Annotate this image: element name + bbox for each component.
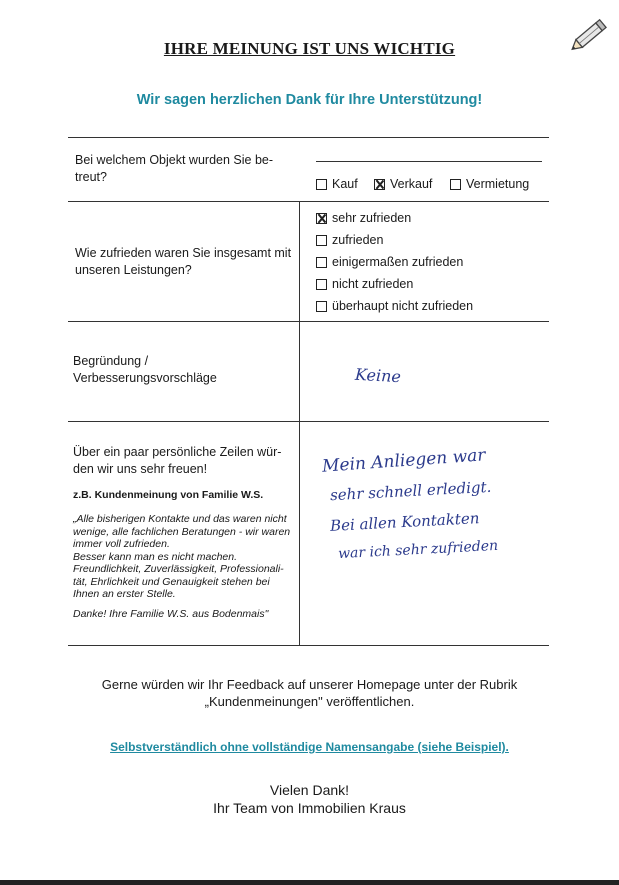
option-verkauf[interactable]: Verkauf	[374, 177, 432, 191]
table-bottom-line	[68, 645, 549, 646]
handwritten-answer-reasons[interactable]: Keine	[354, 364, 402, 387]
checkbox-sehr-zufrieden[interactable]	[316, 213, 327, 224]
row-divider-3	[68, 421, 549, 422]
publish-text: Gerne würden wir Ihr Feedback auf unserer Homepage unter der Rubrik „Kundenmeinungen" veröffentlichen.	[101, 677, 518, 709]
row-divider-2	[68, 321, 549, 322]
question-reasons: Begründung / Verbesserungsvorschläge	[73, 354, 217, 385]
question-object: Bei welchem Objekt wurden Sie be- treut?	[75, 153, 274, 184]
checkbox-kauf[interactable]	[316, 179, 327, 190]
page-subtitle: Wir sagen herzlichen Dank für Ihre Unterstützung!	[136, 92, 483, 108]
example-quote: „Alle bisherigen Kontakte und das waren nicht wenige, alle fachlichen Beratungen - wir waren immer voll zufrieden. Besser kann man es nicht machen. Freundlichkeit, Zuverlässigkeit, Professionali- tät, Ehrlichkeit und Genauigkeit stehen bei Ihnen an erster Stelle.	[73, 513, 291, 600]
checkbox-verkauf[interactable]	[374, 179, 385, 190]
page-title: IHRE MEINUNG IST UNS WICHTIG	[163, 39, 456, 58]
example-signoff: Danke! Ihre Familie W.S. aus Bodenmais"	[73, 608, 269, 620]
question-satisfaction: Wie zufrieden waren Sie insgesamt mit unseren Leistungen?	[75, 246, 292, 277]
handwritten-line-3[interactable]: Bei allen Kontakten	[329, 509, 480, 535]
checkbox-zufrieden[interactable]	[316, 235, 327, 246]
option-kauf[interactable]: Kauf	[316, 177, 358, 191]
option-zufrieden[interactable]: zufrieden	[316, 233, 383, 247]
anonymity-note-link[interactable]: Selbstverständlich ohne vollständige Namensangabe (siehe Beispiel).	[110, 740, 509, 754]
checkbox-ueberhaupt-nicht-zufrieden[interactable]	[316, 301, 327, 312]
handwritten-line-1[interactable]: Mein Anliegen war	[321, 445, 487, 477]
question-personal-lines: Über ein paar persönliche Zeilen wür- den wir uns sehr freuen!	[73, 445, 282, 476]
page-bottom-edge	[0, 880, 619, 885]
handwritten-line-4[interactable]: war ich sehr zufrieden	[337, 537, 499, 563]
team-signature: Ihr Team von Immobilien Kraus	[213, 800, 406, 816]
anonymity-note-wrapper	[0, 738, 619, 756]
checkbox-nicht-zufrieden[interactable]	[316, 279, 327, 290]
table-top-line	[68, 137, 549, 138]
option-ueberhaupt-nicht-zufrieden[interactable]: überhaupt nicht zufrieden	[316, 299, 473, 313]
checkbox-einigermassen-zufrieden[interactable]	[316, 257, 327, 268]
option-nicht-zufrieden[interactable]: nicht zufrieden	[316, 277, 413, 291]
option-einigermassen-zufrieden[interactable]: einigermaßen zufrieden	[316, 255, 463, 269]
q1-answer-line	[316, 161, 542, 162]
option-sehr-zufrieden[interactable]: sehr zufrieden	[316, 211, 411, 225]
checkbox-vermietung[interactable]	[450, 179, 461, 190]
thanks-text: Vielen Dank!	[269, 782, 350, 798]
option-vermietung[interactable]: Vermietung	[450, 177, 529, 191]
handwritten-line-2[interactable]: sehr schnell erledigt.	[329, 477, 492, 505]
example-heading: z.B. Kundenmeinung von Familie W.S.	[73, 489, 264, 501]
row-divider-1	[68, 201, 549, 202]
